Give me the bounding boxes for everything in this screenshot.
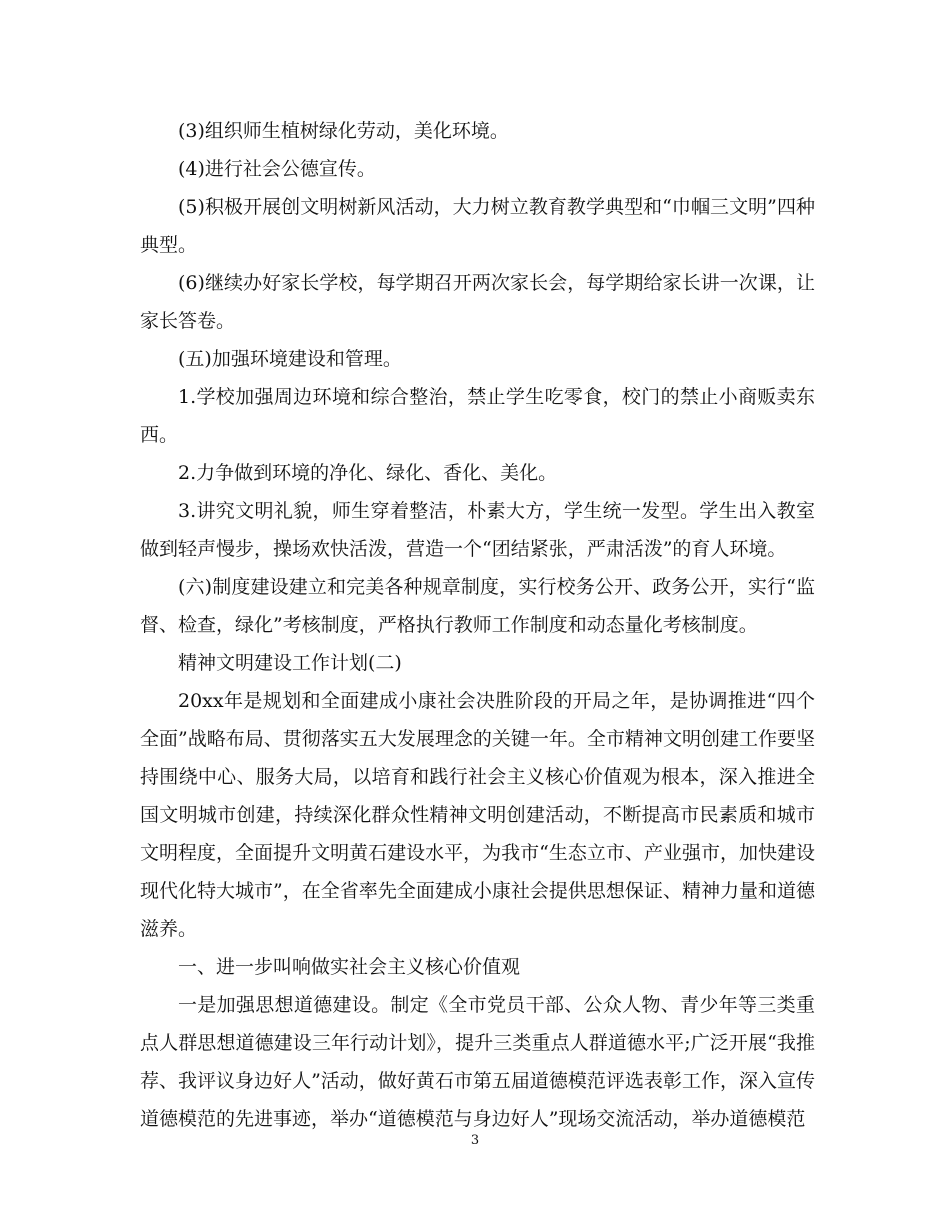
paragraph: (六)制度建设建立和完美各种规章制度，实行校务公开、政务公开，实行“监督、检查，绿化”考核制度，严格执行教师工作制度和动态量化考核制度。 <box>140 576 815 636</box>
paragraph: 3.讲究文明礼貌，师生穿着整洁，朴素大方，学生统一发型。学生出入教室做到轻声慢步，操场欢快活泼，营造一个“团结紧张，严肃活泼”的育人环境。 <box>140 500 815 560</box>
document-title: 精神文明建设工作计划(二) <box>178 652 402 674</box>
paragraph: 20xx年是规划和全面建成小康社会决胜阶段的开局之年，是协调推进“四个全面”战略布局、贯彻落实五大发展理念的关键一年。全市精神文明创建工作要坚持围绕中心、服务大局，以培育和践行社会主义核心价值观为根本，深入推进全国文明城市创建，持续深化群众性精神文明创建活动，不断提高市民素质和城市文明程度，全面提升文明黄石建设水平，为我市“生态立市、产业强市，加快建设现代化特大城市”，在全省率先全面建成小康社会提供思想保证、精神力量和道德滋养。 <box>140 690 815 940</box>
paragraph: (5)积极开展创文明树新风活动，大力树立教育教学典型和“巾帼三文明”四种典型。 <box>140 196 815 256</box>
paragraph: (4)进行社会公德宣传。 <box>178 158 376 180</box>
paragraph: 一是加强思想道德建设。制定《全市党员干部、公众人物、青少年等三类重点人群思想道德建设三年行动计划》，提升三类重点人群道德水平;广泛开展“我推荐、我评议身边好人”活动，做好黄石市第五届道德模范评选表彰工作，深入宣传道德模范的先进事迹，举办“道德模范与身边好人”现场交流活动，举办道德模范 <box>140 994 815 1130</box>
section-heading: (五)加强环境建设和管理。 <box>178 348 402 370</box>
page-number: 3 <box>470 1133 480 1148</box>
paragraph: (3)组织师生植树绿化劳动，美化环境。 <box>178 120 509 142</box>
paragraph: 1.学校加强周边环境和综合整治，禁止学生吃零食，校门的禁止小商贩卖东西。 <box>140 386 815 446</box>
paragraph: (6)继续办好家长学校，每学期召开两次家长会，每学期给家长讲一次课，让家长答卷。 <box>140 272 815 332</box>
paragraph: 2.力争做到环境的净化、绿化、香化、美化。 <box>178 462 558 484</box>
document-body <box>140 112 815 1138</box>
section-heading: 一、进一步叫响做实社会主义核心价值观 <box>178 956 521 978</box>
